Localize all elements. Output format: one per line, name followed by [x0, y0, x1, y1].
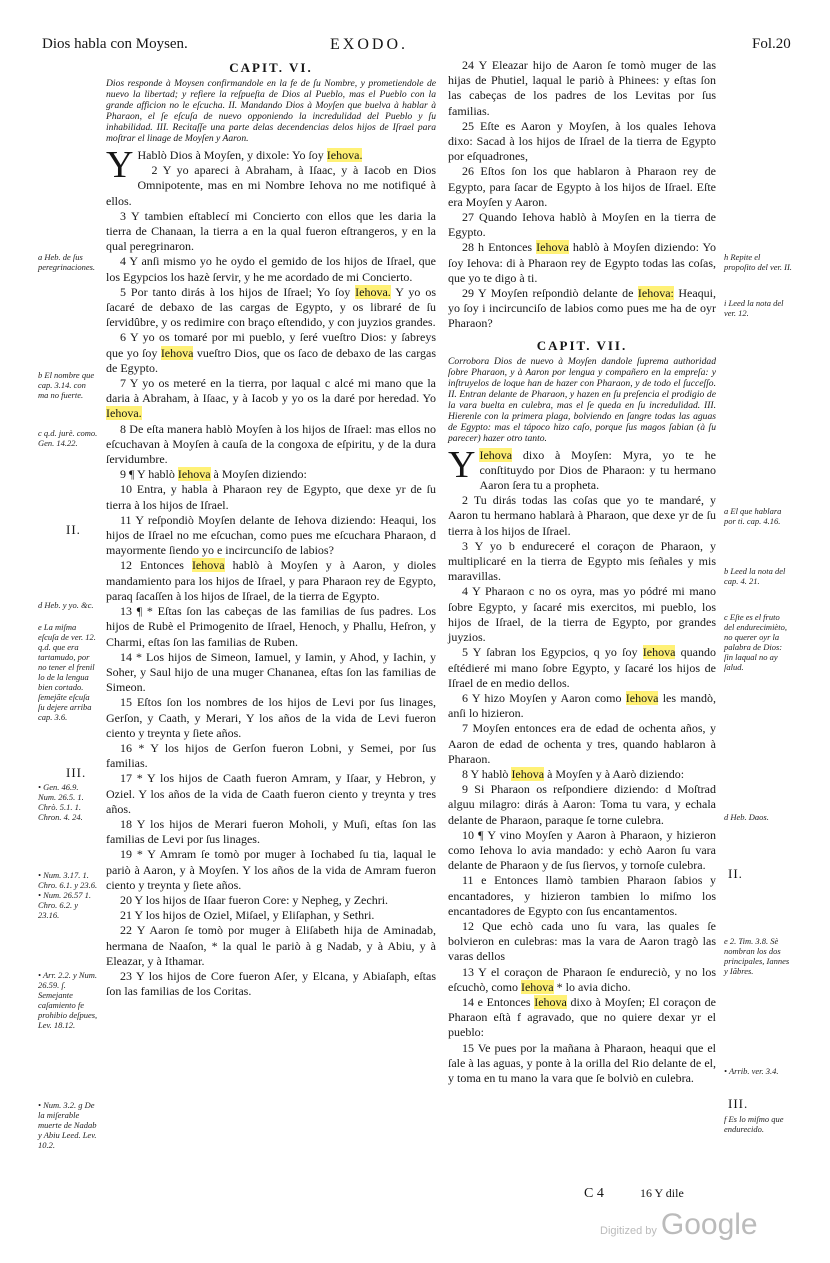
running-head-book: EXODO. [330, 36, 408, 53]
verse-1: Y Iehova dixo à Moyſen: Myra, yo te he conſtituydo por Dios de Pharaon: y tu hermano Aaron ſera tu a propheta. [448, 443, 716, 493]
verse-1: Y Hablò Dios à Moyſen, y dixole: Yo ſoy Iehova. [106, 144, 363, 186]
verse-24: 24 Y Eleazar hijo de Aaron ſe tomò muger de las hijas de Phutiel, laqual le pariò à Phinees: y eſtas ſon las cabeças de los padres de los Levitas por ſus familias. [448, 58, 716, 118]
verse-29: 29 Y Moyſen reſpondiò delante de Iehova: Heaqui, yo ſoy i incircunciſo de labios como pues me ha de oyr Pharaon? [448, 286, 716, 331]
verse-20: 20 Y los hijos de Iſaar fueron Core: y Nepheg, y Zechri. [120, 892, 389, 907]
signature-mark: C 4 [584, 1186, 604, 1201]
verse-10: 10 Entra, y habla à Pharaon rey de Egypto, que dexe yr de ſu tierra à los hijos de Iſrael. [106, 482, 436, 512]
verse-15: 15 Ve pues por la mañana à Pharaon, heaqui que el ſale à las aguas, y ponte à la orilla del Rio delante de el, y toma en tu mano la vara que ſe bolviò en culebra. [448, 1040, 716, 1085]
verse-28: 28 h Entonces Iehova hablò à Moyſen diziendo: Yo ſoy Iehova: di à Pharaon rey de Egypto todas las coſas, que yo te digo à ti. [448, 240, 716, 285]
verse-14: 14 e Entonces Iehova dixo à Moyſen; El coraçon de Pharaon eſtà f agravado, que no quiere dexar yr el pueblo: [448, 994, 717, 1040]
verse-5: 5 Y ſabran los Egypcios, q yo ſoy Iehova quando eſtédieré mi mano ſobre Egypto, y ſacaré los hijos de Iſrael de en medio dellos. [448, 645, 716, 690]
verse-9: 9 ¶ Y hablò Iehova à Moyſen diziendo: [120, 467, 307, 482]
margin-note: e La miſma eſcuſa de ver. 12. q.d. que era tartamudo, por no tener el frenil lo de la lengua bien cortado. ſemejãte eſcuſa ſu dejere arriba cap. 3.6. [38, 622, 96, 722]
highlight-iehova: Iehova [625, 690, 659, 705]
verse-14: 14 * Los hijos de Simeon, Iamuel, y Iamin, y Ahod, y Iachin, y Soher, y Saul hijo de una muger Chananea, eſtas ſon las familias de Simeon. [106, 649, 436, 695]
highlight-iehova: Iehova. [326, 148, 363, 162]
verse-12: 12 Que echò cada uno ſu vara, las quales ſe bolvieron en culebras: mas la vara de Aaron tragò las varas dellos [448, 918, 716, 964]
margin-note: a Heb. de ſus peregrinaciones. [38, 252, 96, 272]
margin-note: e 2. Tim. 3.8. Sè nombran los dos principales, Iannes y Iãbres. [724, 936, 790, 976]
verse-6: 6 Y hizo Moyſen y Aaron como Iehova les mandò, anſi lo hizieron. [448, 690, 716, 721]
verse-7: 7 Moyſen entonces era de edad de ochenta años, y Aaron de edad de ochenta y tres, quando hablaron à Pharaon. [448, 721, 716, 766]
verse-22: 22 Y Aaron ſe tomò por muger à Eliſabeth hija de Aminadab, hermana de Naaſon, * la qual le pariò à g Nadab, y à Abiu, y à Eleazar, y à Ithamar. [106, 923, 436, 968]
verse-13: 13 ¶ * Eſtas ſon las cabeças de las familias de ſus padres. Los hijos de Rubè el Primogenito de Iſrael, Henoch, y Phallu, Heſron, y Charmi, eſtas ſon las familias de Ruben. [106, 604, 436, 649]
verse-17: 17 * Y los hijos de Caath fueron Amram, y Iſaar, y Hebron, y Oziel. Y los años de la vida de Caath fueron ciento y treynta y tres años. [106, 771, 436, 816]
right-column [448, 58, 716, 1086]
verse-18: 18 Y los hijos de Merari fueron Moholi, y Muſi, eſtas ſon las familias de Levi por ſus linages. [106, 816, 436, 847]
margin-note: i Leed la nota del ver. 12. [724, 298, 784, 318]
margin-note: h Repite el propoſito del ver. II. [724, 252, 792, 272]
highlight-iehova: Iehova [534, 994, 567, 1009]
verse-19: 19 * Y Amram ſe tomò por muger à Iochabed ſu tia, laqual le pariò à Aaron, y à Moyſen. Y los años de la vida de Amram fueron ciento y treynta y ſiete años. [106, 847, 436, 892]
verse-5: 5 Por tanto dirás à los hijos de Iſrael; Yo ſoy Iehova. Y yo os ſacaré de debaxo de las cargas de Egypto, y os libraré de ſu ſervidûbre, y os redimire con braço eſtendido, y con juyzios grandes. [106, 284, 436, 330]
margin-note: a El que hablara por ti. cap. 4.16. [724, 506, 782, 526]
verse-16: 16 * Y los hijos de Gerſon fueron Lobni, y Semei, por ſus familias. [106, 740, 436, 771]
highlight-iehova: Iehova. [355, 284, 391, 299]
margin-note: • Gen. 46.9. Num. 26.5. 1. Chrò. 5.1. 1. Chron. 4. 24. [38, 782, 84, 822]
chapter-summary: Dios responde à Moysen confirmandole en la fe de ſu Nombre, y prometiendole de nuevo la libertad; y refiere la reſpueſta de Dios al Pueblo, mas el Pueblo con la grande afficion no le eſcucha. II. Mandando Dios à Moyſen que buelva à hablar à Pharaon, el ſe eſcuſa de nuevo opponiendo la incredulidad del Pueblo y ſu inhabilidad. III. Recitaſſe una parte delas decendencias delos hijos de Iſrael para moſtrar el linage de Moyſen y Aaron. [106, 78, 436, 144]
section-mark-ii: II. [728, 866, 743, 881]
verse-23: 23 Y los hijos de Core fueron Aſer, y Elcana, y Abiaſaph, eſtas ſon las familias de los Coritas. [106, 968, 436, 999]
verse-12: 12 Entonces Iehova hablò à Moyſen y à Aaron, y dioles mandamiento para los hijos de Iſrael, y para Pharaon rey de Egypto, paraq ſacaſſen à los hijos de Iſrael, de la tierra de Egypto. [106, 558, 436, 603]
section-mark-iii: III. [728, 1096, 749, 1111]
folio-number: Fol.20 [752, 36, 791, 52]
drop-cap: Y [448, 443, 476, 486]
verse-21: 21 Y los hijos de Oziel, Miſael, y Eliſaphan, y Sethri. [120, 908, 375, 923]
verse-3: 3 Y tambien eſtablecí mi Concierto con ellos que les daria la tierra de Chanaan, la tierra a en la qual fueron eſtrangeros, y en la qual peregrinaron. [106, 208, 436, 254]
verse-8: 8 Y hablò Iehova à Moyſen y à Aarò diziendo: [462, 766, 685, 781]
verse-4: 4 Y anſi mismo yo he oydo el gemido de los hijos de Iſrael, que los Egypcios los hazè ſervir, y he me acordado de mi Concierto. [106, 254, 436, 284]
verse-3: 3 Y yo b endureceré el coraçon de Pharaon, y multiplicaré en la tierra de Egypto mis ſeñales y mis maravillas. [448, 538, 716, 584]
highlight-iehova: Iehova [160, 345, 194, 360]
verse-10: 10 ¶ Y vino Moyſen y Aaron à Pharaon, y hizieron como Iehova lo avia mandado: y echò Aaron ſu vara delante de Pharaon y de ſus ſiervos, y tornoſe culebra. [448, 827, 716, 873]
chapter-summary: Corrobora Dios de nuevo à Moyſen dandole ſuprema authoridad ſobre Pharaon, y à Aaron por lengua y compañero en la empreſa: y inſtruyelos de loque han de hazer con Pharaon, y de todo el ſucceſſo. II. Entran delante de Pharaon, y hazen en ſu preſencia el prodigio de la vara buelta en culebra, mas el ſe queda en ſu incredulidad. III. Hierenle con la primera plaga, bolviendo en ſangre todas las aguas de Egypto: mas el tápoco hizo caſo, porque ſus magos ſabian (à ſu parecer) hazer otro tanto. [448, 355, 716, 444]
highlight-iehova: Iehova [191, 558, 225, 573]
verse-25: 25 Eſte es Aaron y Moyſen, à los quales Iehova dixo: Sacad à los hijos de Iſrael de la tierra de Egypto por eſquadrones, [448, 118, 716, 164]
verse-7: 7 Y yo os meteré en la tierra, por laqual c alcé mi mano que la daria à Abraham, à Iſaac, y à Iacob y yo os la daré por heredad. Yo Iehova. [106, 376, 436, 421]
highlight-iehova: Iehova [479, 447, 513, 462]
highlight-iehova: Iehova [511, 766, 545, 781]
highlight-iehova: Iehova. [106, 406, 142, 421]
margin-note: • Num. 3.2. g De la miſerable muerte de Nadab y Abiu Leed. Lev. 10.2. [38, 1100, 97, 1150]
highlight-iehova: Iehova [177, 467, 211, 482]
left-column [106, 58, 436, 999]
verse-27: 27 Quando Iehova hablò à Moyſen en la tierra de Egypto. [448, 210, 716, 240]
margin-note: f Es lo miſmo que endurecido. [724, 1114, 784, 1134]
margin-note: c q.d. jurè. como. Gen. 14.22. [38, 428, 98, 448]
verse-2: 2 Tu dirás todas las coſas que yo te mandaré, y Aaron tu hermano hablarà à Pharaon, que dexe yr de ſu tierra à los hijos de Iſrael. [448, 493, 716, 538]
highlight-iehova: Iehova [536, 240, 569, 255]
drop-cap: Y [106, 144, 134, 186]
running-head-left: Dios habla con Moysen. [42, 36, 188, 52]
margin-note: c Eſte es el fruto del endurecimièto, no querer oyr la palabra de Dios: ſin laqual no ay ſalud. [724, 612, 787, 672]
verse-9: 9 Si Pharaon os reſpondiere diziendo: d Moſtrad alguu milagro: dirás à Aaron: Toma tu vara, y echala delante de Pharaon, paraque ſe torne culebra. [448, 782, 716, 827]
verse-15: 15 Eſtos ſon los nombres de los hijos de Levi por ſus linages, Gerſon, y Caath, y Merari, Y los años de la vida de Levi fueron ciento y treynta y ſiete años. [106, 695, 436, 740]
margin-note: b Leed la nota del cap. 4. 21. [724, 566, 786, 586]
verse-8: 8 De eſta manera hablò Moyſen à los hijos de Iſrael: mas ellos no eſcuchavan à Moyſen à cauſa de la congoxa de eſpiritu, y de la dura ſervidumbre. [106, 421, 436, 467]
highlight-iehova: Iehova: [637, 286, 674, 301]
margin-note: • Arrib. ver. 3.4. [724, 1066, 779, 1076]
margin-note: b El nombre que cap. 3.14. con ma no fuerte. [38, 370, 95, 400]
margin-note: d Heb. Daos. [724, 812, 769, 822]
margin-note: • Num. 3.17. 1. Chro. 6.1. y 23.6. • Num. 26.57 1. Chro. 6.2. y 23.16. [38, 870, 98, 920]
section-mark-iii: III. [66, 765, 87, 780]
verse-13: 13 Y el coraçon de Pharaon ſe endureciò, y no los eſcuchò, como Iehova * lo avia dicho. [448, 964, 716, 994]
verse-11: 11 e Entonces llamò tambien Pharaon ſabios y encantadores, y hizieron tambien lo miſmo los encantadores de Egypto con ſus encantamentos. [448, 873, 716, 918]
watermark-small-text: Digitized by [600, 1225, 657, 1237]
digitized-watermark [600, 1208, 758, 1242]
verse-6: 6 Y yo os tomaré por mi pueblo, y ſeré vueſtro Dios: y ſabreys que yo ſoy Iehova vueſtro Dios, que os ſaco de debaxo de las cargas de Egypto. [106, 330, 436, 375]
margin-note: d Heb. y yo. &c. [38, 600, 94, 610]
verse-26: 26 Eſtos ſon los que hablaron à Pharaon rey de Egypto, para ſacar de Egypto à los hijos de Iſrael. Eſte era Moyſen y Aaron. [448, 164, 716, 209]
chapter-title: CAPIT. VII. [536, 337, 628, 353]
catchword: 16 Y dile [640, 1186, 684, 1200]
verse-4: 4 Y Pharaon c no os oyra, mas yo pódré mi mano ſobre Egypto, y ſacaré mis exercitos, mi pueblo, los hijos de Iſrael, de la tierra de Egypto, por grandes juyzios. [448, 584, 716, 645]
highlight-iehova: Iehova [520, 979, 554, 994]
chapter-title: CAPIT. VI. [229, 60, 313, 75]
verse-2: 2 Y yo apareci à Abraham, à Iſaac, y à Iacob en Dios Omnipotente, mas en mi Nombre Iehova no me notifiqué à ellos. [106, 163, 436, 208]
highlight-iehova: Iehova [642, 645, 676, 660]
margin-note: • Arr. 2.2. y Num. 26.59. ſ. Semejante caſamiento fe prohibio deſpues, Lev. 18.12. [38, 970, 98, 1030]
watermark-logo-text: Google [660, 1208, 758, 1241]
verse-11: 11 Y reſpondiò Moyſen delante de Iehova diziendo: Heaqui, los hijos de Iſrael no me eſcuchan, como pues me eſcuchara Pharaon, d mayormente ſiendo yo e incircunciſo de labios? [106, 512, 436, 558]
section-mark-ii: II. [66, 522, 81, 537]
